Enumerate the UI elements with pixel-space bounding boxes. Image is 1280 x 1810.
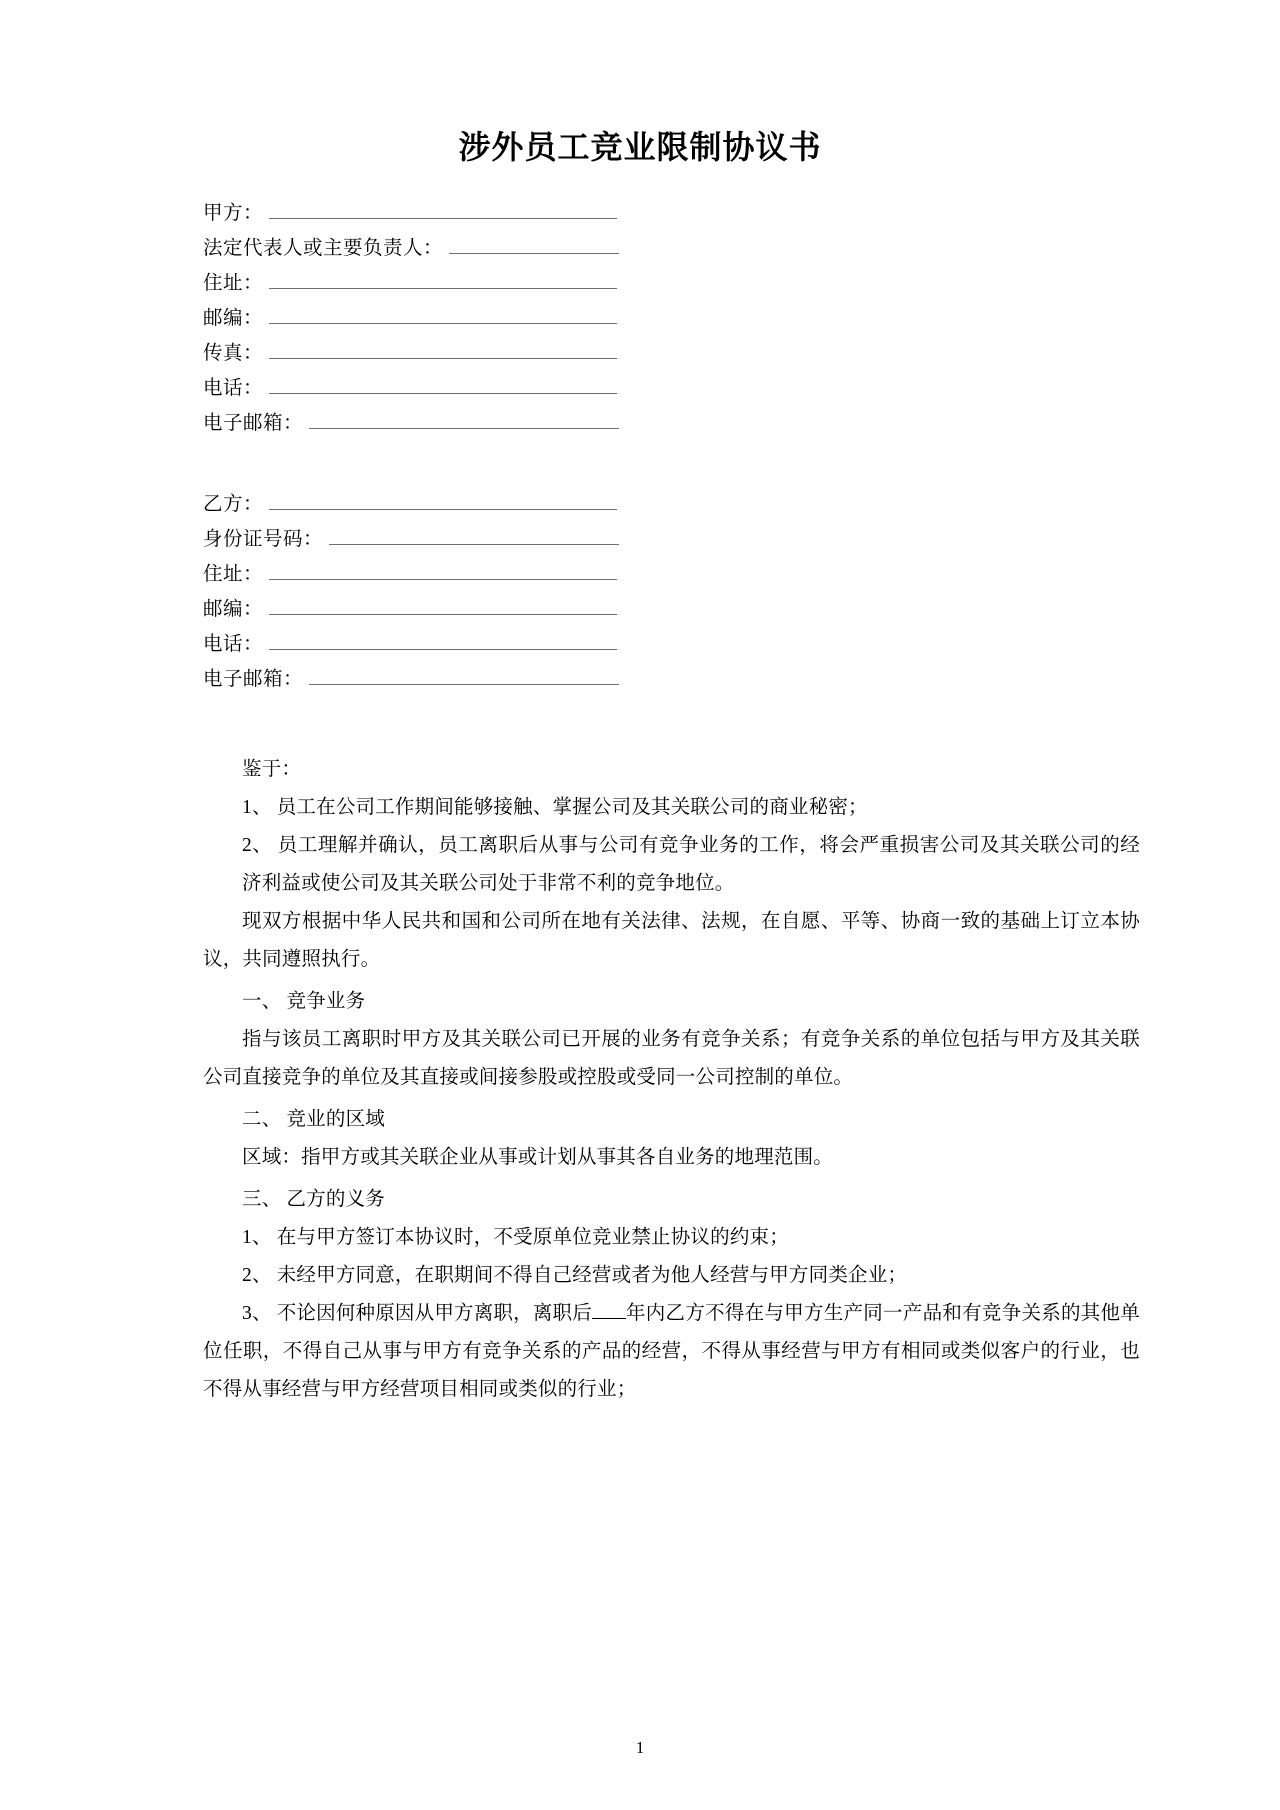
party-a-field-row bbox=[203, 274, 1140, 309]
party-a-fields bbox=[203, 204, 1140, 449]
section-3-heading bbox=[203, 1181, 1140, 1219]
party-a-field-row bbox=[203, 379, 1140, 414]
party-b-fields bbox=[203, 495, 1140, 705]
party-a-field-input[interactable] bbox=[269, 344, 617, 359]
party-a-field-label: 传真： bbox=[203, 343, 264, 364]
party-b-field-input[interactable] bbox=[269, 635, 617, 650]
section-1-heading-text: 一、 竞争业务 bbox=[242, 991, 366, 1012]
section-3-item-3 bbox=[203, 1295, 1140, 1409]
recitals-spacer bbox=[203, 705, 1140, 747]
party-a-field-label: 电子邮箱： bbox=[203, 413, 304, 434]
party-a-field-input[interactable] bbox=[269, 309, 617, 324]
party-b-field-label: 邮编： bbox=[203, 599, 264, 620]
party-b-field-row bbox=[203, 670, 1140, 705]
party-b-field-input[interactable] bbox=[309, 670, 619, 685]
party-b-field-input[interactable] bbox=[269, 600, 617, 615]
party-b-field-row bbox=[203, 495, 1140, 530]
party-a-field-label: 电话： bbox=[203, 378, 264, 399]
party-b-field-row bbox=[203, 635, 1140, 670]
party-b-field-label: 住址： bbox=[203, 564, 264, 585]
party-a-field-row bbox=[203, 344, 1140, 379]
recitals-block bbox=[203, 751, 1140, 979]
party-a-field-input[interactable] bbox=[449, 239, 619, 254]
party-a-field-input[interactable] bbox=[269, 379, 617, 394]
party-a-field-label: 法定代表人或主要负责人： bbox=[203, 238, 444, 259]
recital-item-2 bbox=[203, 827, 1140, 903]
party-a-field-row bbox=[203, 414, 1140, 449]
section-restricted-area bbox=[203, 1101, 1140, 1177]
page-number: 1 bbox=[635, 1738, 645, 1757]
party-b-field-label: 乙方： bbox=[203, 494, 264, 515]
party-a-field-input[interactable] bbox=[309, 414, 619, 429]
recital-item-2-text: 2、 员工理解并确认，员工离职后从事与公司有竞争业务的工作，将会严重损害公司及其关联公司的经济利益或使公司及其关联公司处于非常不利的竞争地位。 bbox=[242, 835, 1140, 894]
party-b-field-input[interactable] bbox=[329, 530, 619, 545]
party-a-field-row bbox=[203, 309, 1140, 344]
section-2-heading bbox=[203, 1101, 1140, 1139]
party-b-field-input[interactable] bbox=[269, 495, 617, 510]
section-party-b-obligations bbox=[203, 1181, 1140, 1409]
section-1-paragraph: 指与该员工离职时甲方及其关联公司已开展的业务有竞争关系；有竞争关系的单位包括与甲方及其关联公司直接竞争的单位及其直接或间接参股或控股或受同一公司控制的单位。 bbox=[203, 1029, 1140, 1088]
party-block-spacer bbox=[203, 449, 1140, 495]
document-body bbox=[0, 204, 1280, 1409]
party-b-field-row bbox=[203, 600, 1140, 635]
party-a-field-input[interactable] bbox=[269, 274, 617, 289]
section-1-heading bbox=[203, 983, 1140, 1021]
party-b-field-row bbox=[203, 530, 1140, 565]
page-title: 涉外员工竞业限制协议书 bbox=[458, 129, 822, 165]
party-a-field-row bbox=[203, 239, 1140, 274]
party-a-field-label: 甲方： bbox=[203, 203, 264, 224]
party-b-field-row bbox=[203, 565, 1140, 600]
party-b-field-label: 身份证号码： bbox=[203, 529, 324, 550]
section-3-item-3-prefix: 3、 不论因何种原因从甲方离职，离职后 bbox=[242, 1303, 592, 1324]
party-b-field-label: 电子邮箱： bbox=[203, 669, 304, 690]
recitals-closing: 现双方根据中华人民共和国和公司所在地有关法律、法规，在自愿、平等、协商一致的基础上订立本协议，共同遵照执行。 bbox=[203, 911, 1140, 970]
section-3-item-2 bbox=[203, 1257, 1140, 1295]
section-2-paragraph: 区域：指甲方或其关联企业从事或计划从事其各自业务的地理范围。 bbox=[242, 1147, 834, 1168]
section-3-item-3-suffix: 年内乙方不得在与甲方生产同一产品和有竞争关系的其他单位任职，不得自己从事与甲方有竞争关系的产品的经营，不得从事经营与甲方有相同或类似客户的行业，也不得从事经营与甲方经营项目相同或类似的行业； bbox=[203, 1303, 1140, 1400]
section-2-heading-text: 二、 竞业的区域 bbox=[242, 1109, 385, 1130]
section-3-item-1-text: 1、 在与甲方签订本协议时，不受原单位竞业禁止协议的约束； bbox=[242, 1227, 789, 1248]
party-b-field-label: 电话： bbox=[203, 634, 264, 655]
section-3-item-1 bbox=[203, 1219, 1140, 1257]
party-a-field-input[interactable] bbox=[269, 204, 617, 219]
section-3-item-2-text: 2、 未经甲方同意，在职期间不得自己经营或者为他人经营与甲方同类企业； bbox=[242, 1265, 908, 1286]
section-competing-business bbox=[203, 983, 1140, 1097]
section-3-heading-text: 三、 乙方的义务 bbox=[242, 1189, 385, 1210]
party-b-field-input[interactable] bbox=[269, 565, 617, 580]
recitals-heading: 鉴于： bbox=[242, 759, 302, 780]
recital-item-1 bbox=[203, 789, 1140, 827]
party-a-field-label: 住址： bbox=[203, 273, 264, 294]
party-a-field-label: 邮编： bbox=[203, 308, 264, 329]
recital-item-1-text: 1、 员工在公司工作期间能够接触、掌握公司及其关联公司的商业秘密； bbox=[242, 797, 868, 818]
party-a-field-row bbox=[203, 204, 1140, 239]
term-years-blank[interactable] bbox=[592, 1305, 626, 1319]
